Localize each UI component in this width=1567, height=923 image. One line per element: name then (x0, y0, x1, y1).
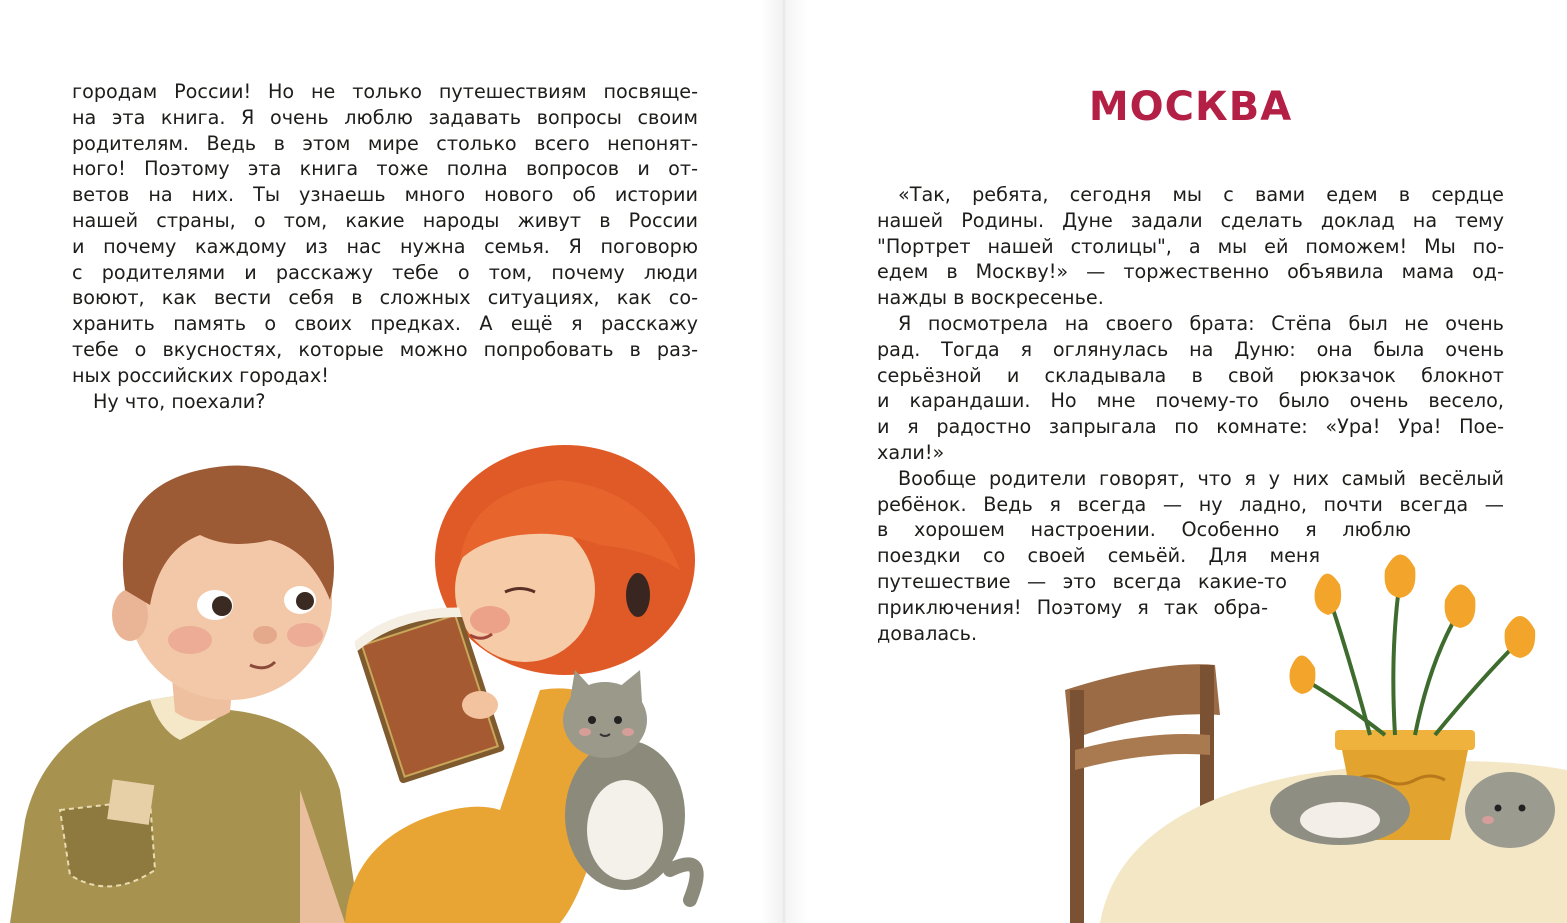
text-line: городам России! Но не только путешествиям посвяще- (72, 80, 698, 103)
text-line: воюют, как вести себя в сложных ситуациях, как со- (72, 286, 698, 310)
right-page-text (877, 182, 1504, 646)
children-reading-illustration (0, 430, 760, 923)
text-line: ных российских городах! (72, 363, 329, 387)
text-line: приключения! Поэтому я так обра- (877, 595, 1268, 619)
text-line: родителям. Ведь в этом мире столько всего непонят- (72, 131, 698, 155)
text-line: Я посмотрела на своего брата: Стёпа был не очень (898, 311, 1504, 335)
text-line: нажды в воскресенье. (877, 286, 1104, 310)
text-line: ветов на них. Ты узнаешь много нового об истории (72, 183, 698, 207)
text-line: серьёзной и складывала в свой рюкзачок блокнот (877, 363, 1504, 387)
text-line: тебе о вкусностях, которые можно попробовать в раз- (72, 337, 698, 361)
text-line: довалась. (877, 621, 978, 645)
text-line: и карандаши. Но мне почему-то было очень весело, (877, 389, 1504, 413)
text-line: поездки со своей семьёй. Для меня (877, 544, 1320, 568)
text-line: «Так, ребята, сегодня мы с вами едем в сердце (898, 183, 1504, 206)
boy-figure (10, 466, 360, 923)
text-line: в хорошем настроении. Особенно я люблю (877, 518, 1411, 542)
text-line: нашей Родины. Дуне задали сделать доклад на тему (877, 208, 1504, 232)
cat-figure (563, 670, 697, 900)
text-line: хранить память о своих предках. А ещё я расскажу (72, 312, 698, 336)
chapter-title: МОСКВА (1088, 84, 1293, 130)
text-line: на эта книга. Я очень люблю задавать вопросы своим (72, 105, 698, 129)
text-line: Вообще родители говорят, что я у них самый весёлый (898, 466, 1504, 490)
text-line: нашей страны, о том, какие народы живут в России (72, 208, 698, 232)
text-line: "Портрет нашей столицы", а мы ей поможем! Мы по- (877, 234, 1504, 258)
left-page-text (72, 79, 698, 414)
text-line: Ну что, поехали? (93, 389, 266, 413)
text-line: с родителями и расскажу тебе о том, почему люди (72, 260, 698, 284)
text-line: и почему каждому из нас нужна семья. Я поговорю (72, 234, 698, 258)
text-line: ного! Поэтому эта книга тоже полна вопросов и от- (72, 157, 698, 181)
text-line: едем в Москву!» — торжественно объявила мама од- (877, 260, 1504, 284)
text-line: хали!» (877, 440, 945, 464)
text-line: ребёнок. Ведь я всегда — ну ладно, почти всегда — (877, 492, 1504, 516)
text-line: рад. Тогда я оглянулась на Дуню: она была очень (877, 337, 1504, 361)
text-line: и я радостно запрыгала по комнате: «Ура! Ура! Пое- (877, 415, 1504, 439)
text-line: путешествие — это всегда какие-то (877, 569, 1287, 593)
